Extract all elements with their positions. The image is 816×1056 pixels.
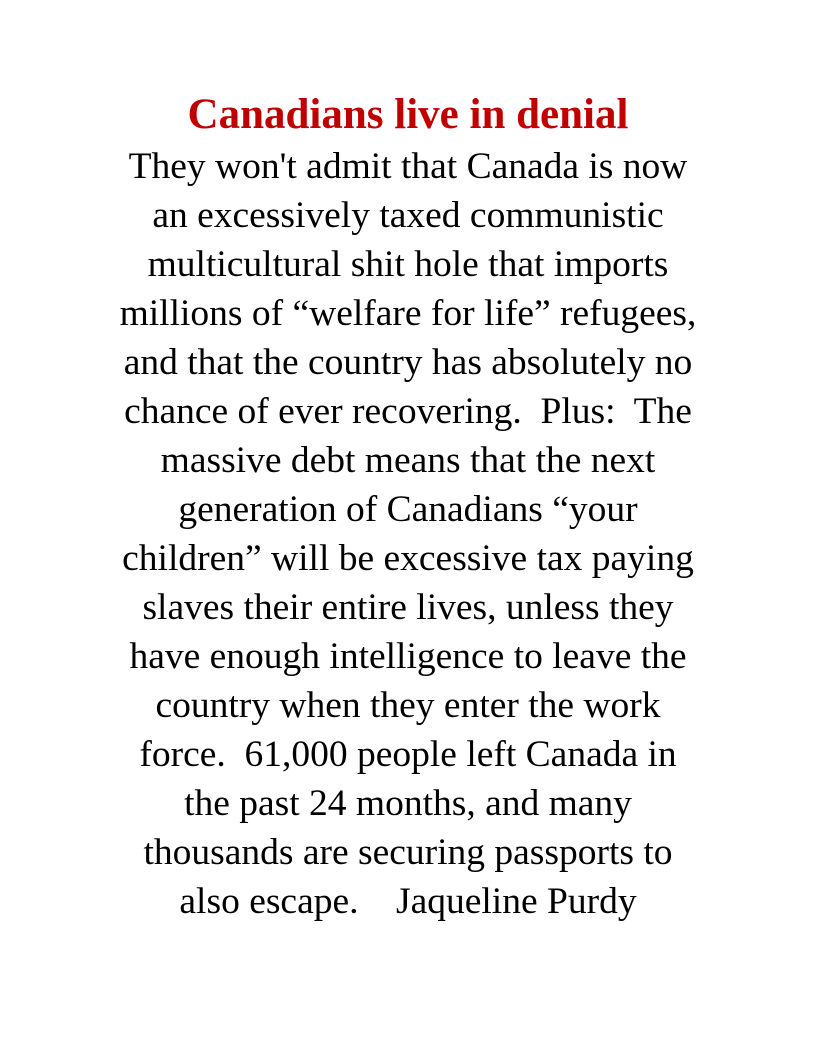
body-line: They won't admit that Canada is now <box>128 146 688 187</box>
body-line: the past 24 months, and many <box>184 783 632 824</box>
body-line: chance of ever recovering. Plus: The <box>124 391 692 432</box>
body-line: massive debt means that the next <box>160 440 656 481</box>
body-line: generation of Canadians “your <box>178 489 638 530</box>
body-line: thousands are securing passports to <box>143 832 673 873</box>
document-body <box>0 142 816 926</box>
body-line: an excessively taxed communistic <box>152 195 664 236</box>
body-line: millions of “welfare for life” refugees, <box>119 293 697 334</box>
document-content <box>0 88 816 926</box>
signature-line: also escape. Jaqueline Purdy <box>179 881 637 922</box>
body-line: multicultural shit hole that imports <box>147 244 669 285</box>
body-line: country when they enter the work <box>155 685 661 726</box>
body-line: force. 61,000 people left Canada in <box>139 734 677 775</box>
body-line: have enough intelligence to leave the <box>129 636 687 677</box>
body-line: and that the country has absolutely no <box>123 342 693 383</box>
body-line: children” will be excessive tax paying <box>122 538 694 579</box>
body-line: slaves their entire lives, unless they <box>142 587 674 628</box>
document-title: Canadians live in denial <box>187 91 629 138</box>
